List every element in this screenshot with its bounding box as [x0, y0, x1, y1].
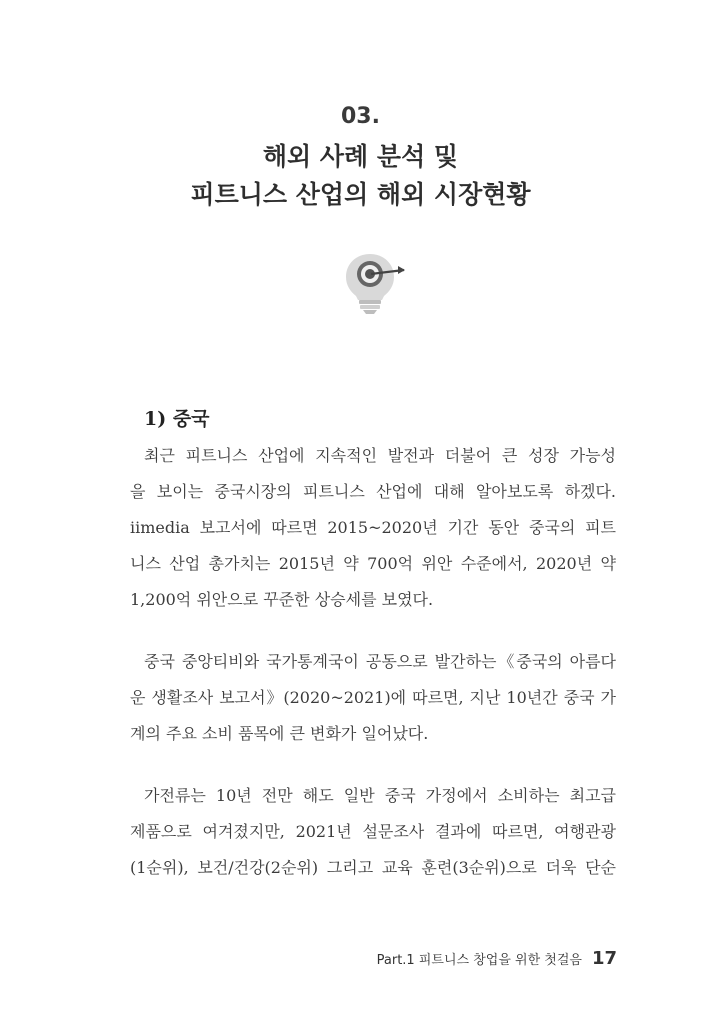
- paragraph-2: [130, 644, 616, 752]
- chapter-number: 03.: [341, 104, 380, 129]
- paragraph-3-line-3: (1순위), 보건/건강(2순위) 그리고 교육 훈련(3순위)으로 더욱 단순: [130, 858, 616, 877]
- lightbulb-target-icon: [338, 250, 410, 316]
- chapter-title-line-1: 해외 사례 분석 및: [262, 142, 459, 171]
- paragraph-1: [130, 438, 616, 618]
- paragraph-3-line-1: 가전류는 10년 전만 해도 일반 중국 가정에서 소비하는 최고급: [144, 786, 616, 805]
- paragraph-1-line-5: 1,200억 위안으로 꾸준한 상승세를 보였다.: [130, 590, 434, 609]
- paragraph-2-line-3: 계의 주요 소비 품목에 큰 변화가 일어났다.: [130, 724, 429, 743]
- paragraph-1-line-4: 니스 산업 총가치는 2015년 약 700억 위안 수준에서, 2020년 약: [130, 554, 616, 573]
- paragraph-1-line-3: iimedia 보고서에 따르면 2015~2020년 기간 동안 중국의 피트: [130, 518, 616, 537]
- paragraph-1-line-1: 최근 피트니스 산업에 지속적인 발전과 더불어 큰 성장 가능성: [144, 446, 616, 465]
- paragraph-2-line-2: 운 생활조사 보고서》(2020~2021)에 따르면, 지난 10년간 중국 가: [130, 688, 616, 707]
- footer-part-title: Part.1 피트니스 창업을 위한 첫걸음: [376, 953, 582, 968]
- paragraph-2-line-1: 중국 중앙티비와 국가통계국이 공동으로 발간하는《중국의 아름다: [144, 652, 616, 671]
- page-number: 17: [591, 948, 617, 969]
- chapter-title-line-2: 피트니스 산업의 해외 시장현황: [190, 180, 531, 209]
- page-footer: [377, 948, 617, 969]
- paragraph-3: [130, 778, 616, 886]
- chapter-title: [0, 138, 721, 214]
- paragraph-3-line-2: 제품으로 여겨졌지만, 2021년 설문조사 결과에 따르면, 여행관광: [130, 822, 616, 841]
- section-heading: 1) 중국: [144, 408, 210, 430]
- paragraph-1-line-2: 을 보이는 중국시장의 피트니스 산업에 대해 알아보도록 하겠다.: [130, 482, 616, 501]
